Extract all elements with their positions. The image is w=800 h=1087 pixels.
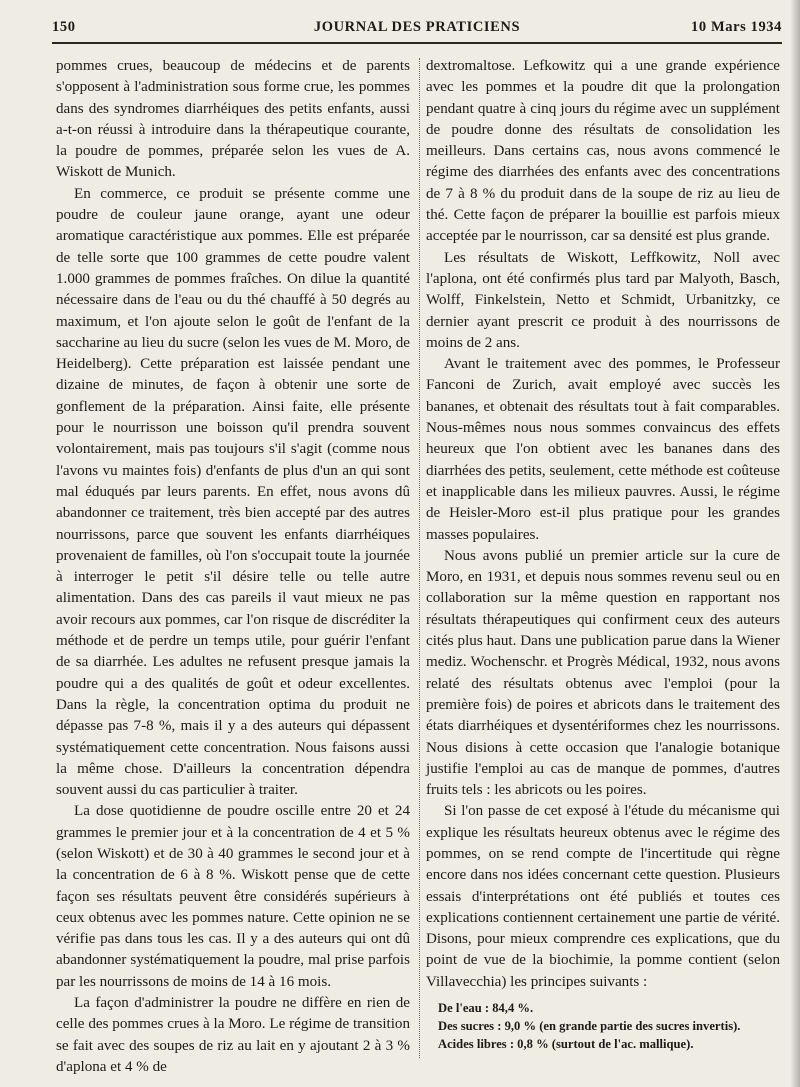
left-column <box>56 56 410 1078</box>
composition-item: De l'eau : 84,4 %. <box>438 1001 534 1016</box>
page-header <box>52 14 782 40</box>
right-column <box>426 56 780 1053</box>
header-rule <box>52 42 782 44</box>
page-number: 150 <box>52 18 76 35</box>
composition-item: Acides libres : 0,8 % (surtout de l'ac. mallique). <box>438 1037 694 1052</box>
paragraph: Avant le traitement avec des pommes, le Professeur Fanconi de Zurich, avait employé avec succès les bananes, et obtenait des résultats tout à fait comparables. Nous-mêmes nous nous sommes convaincus des effets heureux que l'on obtient avec les bananes dans des diarrhées des petits, seulement, cette méthode est coûteuse et inapplicable dans les milieux pauvres. Aussi, le régime de Heisler-Moro est-il plus pratique pour les grandes masses populaires. <box>426 356 780 543</box>
apple-composition-list <box>426 999 780 1053</box>
column-divider <box>419 58 420 1058</box>
paragraph: En commerce, ce produit se présente comme une poudre de couleur jaune orange, ayant une odeur aromatique caractéristique aux pommes. Elle est préparée de telle sorte que 100 grammes de cette poudre valent 1.000 grammes de pommes fraîches. On dilue la quantité nécessaire dans de l'eau ou du thé chauffé à 50 degrés au maximum, et l'on ajoute selon le goût de l'enfant de la saccharine au lieu du sucre (selon les vues de M. Moro, de Heidelberg). Cette préparation est laissée pendant une dizaine de minutes, de façon à obtenir une sorte de gonflement de la préparation. Ainsi faite, elle présente pour le nourrisson une boisson qu'il prendra souvent volontairement, mais pas toujours s'il s'agit (comme nous l'avons vu maintes fois) d'enfants de plus d'un an qui sont mal éduqués par leurs parents. En effet, nous avons dû abandonner ce traitement, très bien accepté par des autres nourrissons, parce que souvent les enfants diarrhéiques provenaient de familles, où l'on s'occupait toute la journée à interroger le petit s'il désire telle ou telle autre alimentation. Dans des cas pareils il vaut mieux ne pas avoir recours aux pommes, car l'on risque de discréditer la méthode et de perdre un temps utile, pour guérir l'enfant de sa diarrhée. Les adultes ne refusent presque jamais la poudre qui a des qualités de goût et odeur excellentes. Dans la règle, la concentration optima du produit ne dépasse pas 7-8 %, mais il y a des auteurs qui dépassent systématiquement cette concentration. Nous faisons aussi la même chose. D'ailleurs la concentration dépendra souvent aussi du cas particulier à traiter. <box>56 185 410 799</box>
paragraph: La façon d'administrer la poudre ne diffère en rien de celle des pommes crues à la Moro. Le régime de transition se fait avec des soupes de riz au lait en y ajoutant 2 à 3 % d'aplona et 4 % de <box>56 995 410 1075</box>
paragraph: dextromaltose. Lefkowitz qui a une grande expérience avec les pommes et la poudre dit que la prolongation pendant quatre à cinq jours du régime avec un supplément de poudre donne des résultats de consolidation les meilleurs. Dans certains cas, nous avons commencé le régime des diarrhées des enfants avec des concentrations de 7 à 8 % du produit dans de la soupe de riz au lieu de thé. Cette façon de préparer la bouillie est parfois mieux acceptée par le nourrisson, car sa densité est plus grande. <box>426 58 780 245</box>
paragraph: La dose quotidienne de poudre oscille entre 20 et 24 grammes le premier jour et à la concentration de 4 et 5 % (selon Wiskott) et de 30 à 40 grammes le second jour et à la concentration de 6 à 8 %. Wiskott pense que de cette façon ses résultats peuvent être considérés supérieurs à ceux obtenus avec les pommes nature. Cette opinion ne se vérifie pas dans tous les cas. Il y a des auteurs qui ont dû abandonner systématiquement la poudre, mal prise parfois par les nourrissons de moins de 14 à 16 mois. <box>56 803 410 990</box>
page-edge-shadow <box>790 0 800 1087</box>
journal-title: JOURNAL DES PRATICIENS <box>313 18 521 35</box>
paragraph: Nous avons publié un premier article sur la cure de Moro, en 1931, et depuis nous sommes revenu seul ou en collaboration sur la même question en rapportant nos résultats thérapeutiques qui confirment ceux des auteurs cités plus haut. Dans une publication parue dans la Wiener mediz. Wochenschr. et Progrès Médical, 1932, nous avons relaté des résultats obtenus avec l'emploi (pour la première fois) de poires et abricots dans le traitement des états diarrhéiques et dysentériformes chez les nourrissons. Nous disions à cette occasion que l'analogie botanique justifie l'emploi au cas de manque de pommes, d'autres fruits tels : les abricots ou les poires. <box>426 547 780 799</box>
issue-date: 10 Mars 1934 <box>691 18 782 35</box>
paragraph: Si l'on passe de cet exposé à l'étude du mécanisme qui explique les résultats heureux obtenus avec le régime des pommes, on se rend compte de l'incertitude qui règne encore dans nos idées concernant cette question. Plusieurs essais d'interprétations ont été publiés et toutes ces explications contiennent certainement une partie de vérité. Disons, pour mieux comprendre ces explications, que du point de vue de la biochimie, la pomme contient (selon Villavecchia) les principes suivants : <box>426 803 780 990</box>
paragraph: Les résultats de Wiskott, Leffkowitz, Noll avec l'aplona, ont été confirmés plus tard par Malyoth, Basch, Wolff, Finkelstein, Netto et Schmidt, Urbanitzky, ce dernier ayant prescrit ce produit à des nourrissons de moins de 2 ans. <box>426 249 780 351</box>
composition-item: Des sucres : 9,0 % (en grande partie des sucres invertis). <box>438 1019 741 1034</box>
paragraph: pommes crues, beaucoup de médecins et de parents s'opposent à l'administration sous forme crue, les pommes dans des syndromes diarrhéiques des petits enfants, aussi a-t-on réussi à introduire dans la thérapeutique courante, la poudre de pommes, préparée selon les vues de A. Wiskott de Munich. <box>56 58 410 181</box>
